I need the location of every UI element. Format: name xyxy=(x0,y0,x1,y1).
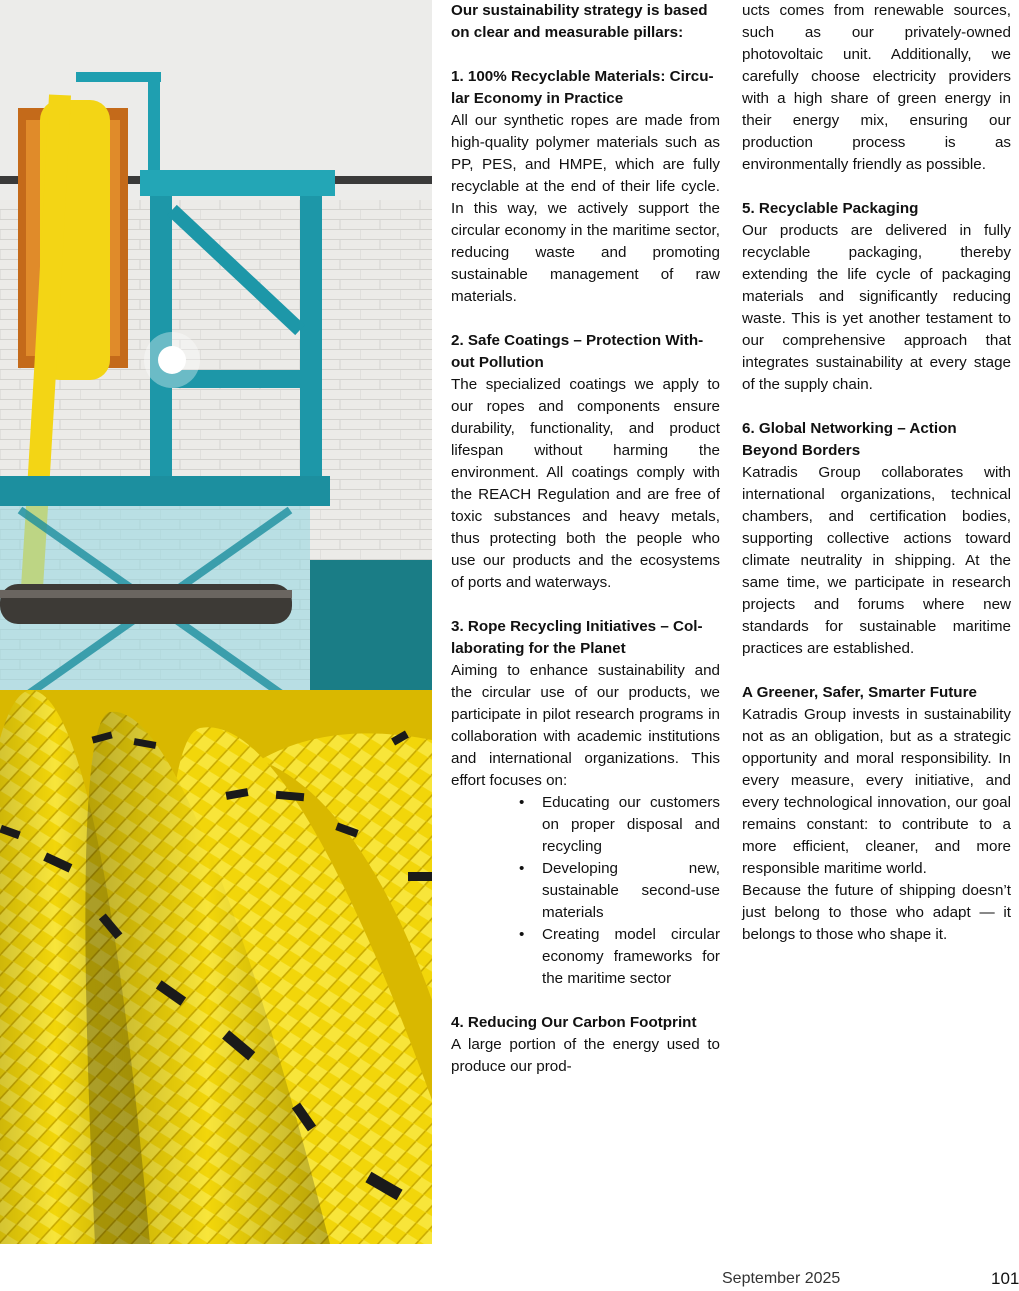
section-5-body: Our products are delivered in fully recyclable packaging, thereby extending the life cycle of packaging materials and significantly reducing waste. This is yet another testament to our comprehensive approach that integrates sustainability at every stage of the supply chain. xyxy=(742,222,1011,393)
intro-line-1: Our sustainability strategy is based xyxy=(451,2,708,19)
rope-factory-photo xyxy=(0,0,432,1244)
section-6-heading-line-1: 6. Global Networking – Action xyxy=(742,420,957,437)
bullet-item: • Developing new, sustainable second-use materials xyxy=(517,858,720,924)
section-4-body: A large portion of the energy used to produce our prod- xyxy=(451,1036,720,1075)
section-6-heading-line-2: Beyond Borders xyxy=(742,442,861,459)
section-2-heading-line-2: out Pollution xyxy=(451,354,544,371)
section-3-body: Aiming to enhance sustainability and the circular use of our products, we participate in pilot research programs in collaboration with academic institutions and international organizations. This effort focuses on: xyxy=(451,662,720,789)
section-3-bullet-list xyxy=(517,792,720,990)
text-column-right xyxy=(742,0,1011,946)
closing-body-2: Because the future of shipping doesn’t just belong to those who adapt — it belongs to those who shape it. xyxy=(742,882,1011,943)
section-4-heading: 4. Reducing Our Carbon Footprint xyxy=(451,1014,697,1031)
closing-heading: A Greener, Safer, Smarter Future xyxy=(742,684,977,701)
section-1-heading-line-2: lar Economy in Practice xyxy=(451,90,624,107)
section-3-heading-line-1: 3. Rope Recycling Initiatives – Col- xyxy=(451,618,703,635)
footer-page-number: 101 xyxy=(991,1269,1019,1288)
section-3-heading-line-2: laborating for the Planet xyxy=(451,640,626,657)
bullet-item: • Educating our customers on proper disposal and recycling xyxy=(517,792,720,858)
closing-body: Katradis Group invests in sustainability not as an obligation, but as a strategic opportunity and moral responsibility. In every measure, every initiative, and every technological innovation, our goal remains constant: to contribute to a more efficient, cleaner, and more responsible maritime world. xyxy=(742,706,1011,877)
section-2-body: The specialized coatings we apply to our ropes and components ensure durability, functionality, and product lifespan without harming the environment. All coatings comply with the REACH Regulation and are free of toxic substances and heavy metals, thus protecting both the people who use our products and the ecosystems of ports and waterways. xyxy=(451,376,720,591)
section-5-heading: 5. Recyclable Packaging xyxy=(742,200,919,217)
section-1-body: All our synthetic ropes are made from high-quality polymer materials such as PP, PES, and HMPE, which are fully recyclable at the end of their life cycle. In this way, we actively support the circular economy in the maritime sector, reducing waste and promoting sustainable management of raw materials. xyxy=(451,112,720,305)
section-6-body: Katradis Group collaborates with international organizations, technical chambers, and certification bodies, supporting collective actions toward climate neutrality in shipping. At the same time, we participate in research projects and forums where new standards for sustainable maritime practices are established. xyxy=(742,464,1011,657)
text-column-left xyxy=(451,0,720,1078)
rope-factory-illustration xyxy=(0,0,432,1244)
intro-line-2: on clear and measurable pillars: xyxy=(451,24,684,41)
bullet-item: • Creating model circular economy frameworks for the maritime sector xyxy=(517,924,720,990)
section-1-heading-line-1: 1. 100% Recyclable Materials: Circu- xyxy=(451,68,714,85)
footer-issue-date: September 2025 xyxy=(722,1270,841,1287)
section-4-body-continued: ucts comes from renewable sources, such as our privately-owned photovoltaic unit. Additionally, we carefully choose electricity providers with a high share of green energy in their energy mix, ensuring our production process is as environmentally friendly as possible. xyxy=(742,2,1011,173)
section-2-heading-line-1: 2. Safe Coatings – Protection With- xyxy=(451,332,704,349)
